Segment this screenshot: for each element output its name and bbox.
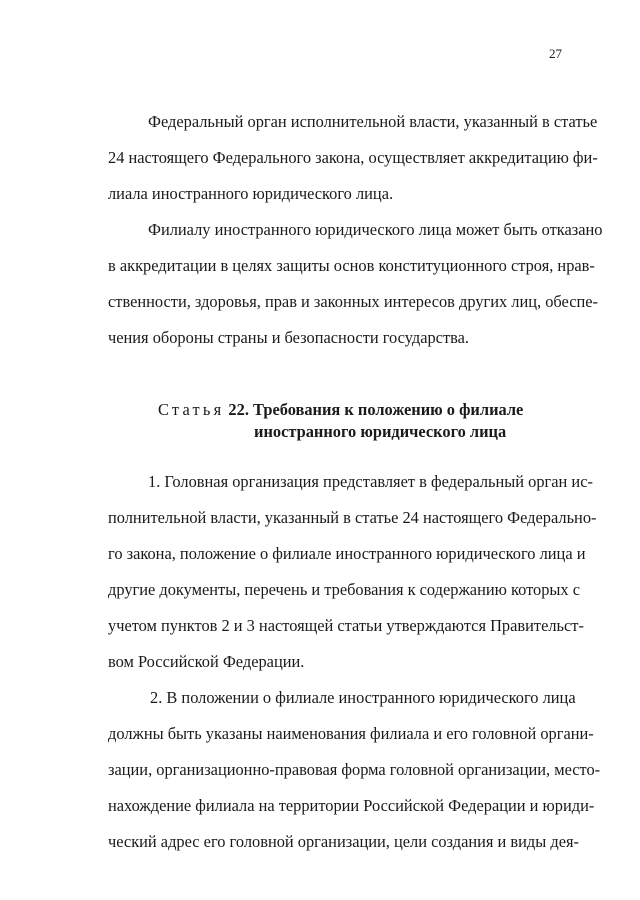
- paragraph-2-line-2: в аккредитации в целях защиты основ конституционного строя, нрав-: [108, 256, 595, 275]
- article-prefix: Статья: [158, 400, 225, 419]
- page-number: 27: [549, 46, 562, 61]
- item-1-line-3: го закона, положение о филиале иностранного юридического лица и: [108, 544, 586, 563]
- article-number: 22.: [228, 400, 249, 419]
- paragraph-1-line-2: 24 настоящего Федерального закона, осуществляет аккредитацию фи-: [108, 148, 598, 167]
- paragraph-2-line-4: чения обороны страны и безопасности государства.: [108, 328, 470, 347]
- paragraph-2-line-1: Филиалу иностранного юридического лица может быть отказано: [148, 220, 603, 239]
- item-2-line-3: зации, организационно-правовая форма головной организации, место-: [108, 760, 601, 779]
- item-1-line-6: вом Российской Федерации.: [108, 652, 305, 671]
- item-1-line-5: учетом пунктов 2 и 3 настоящей статьи утверждаются Правительст-: [108, 616, 584, 635]
- paragraph-1-line-3: лиала иностранного юридического лица.: [108, 184, 394, 203]
- article-title-line-2: иностранного юридического лица: [254, 422, 507, 441]
- article-heading: [158, 400, 523, 420]
- article-title-line-1: Требования к положению о филиале: [253, 400, 524, 419]
- paragraph-1-line-1: Федеральный орган исполнительной власти, указанный в статье: [148, 112, 598, 131]
- item-1-line-1: 1. Головная организация представляет в федеральный орган ис-: [148, 472, 593, 491]
- paragraph-2-line-3: ственности, здоровья, прав и законных интересов других лиц, обеспе-: [108, 292, 598, 311]
- item-1-line-4: другие документы, перечень и требования к содержанию которых с: [108, 580, 580, 599]
- item-2-line-5: ческий адрес его головной организации, цели создания и виды дея-: [108, 832, 579, 851]
- item-2-line-1: 2. В положении о филиале иностранного юридического лица: [150, 688, 576, 707]
- article-title-continuation: [254, 422, 506, 442]
- item-1-line-2: полнительной власти, указанный в статье 24 настоящего Федерально-: [108, 508, 597, 527]
- item-2-line-2: должны быть указаны наименования филиала и его головной органи-: [108, 724, 594, 743]
- item-2-line-4: нахождение филиала на территории Российской Федерации и юриди-: [108, 796, 595, 815]
